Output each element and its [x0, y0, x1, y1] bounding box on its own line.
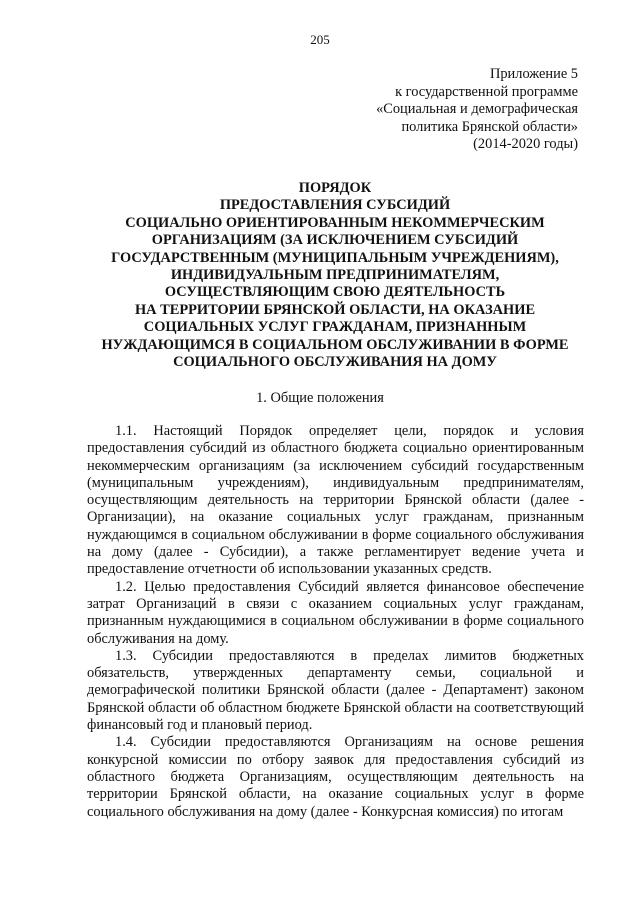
paragraph-1-1: 1.1. Настоящий Порядок определяет цели, порядок и условия предоставления субсидий из областного бюджета социально ориентированным некоммерческим организациям (за исключением субсидий государственным (муниципальным учреждениям), индивидуальным предпринимателям, осуществляющим деятельность на территории Брянской области (далее - Организации), на оказание социальных услуг гражданам, признанным нуждающимся в социальном обслуживании в форме социального обслуживания на дому (далее - Субсидии), а также регламентирует ведение учета и предоставление отчетности об использовании указанных средств.	[87, 423, 584, 578]
document-title	[70, 180, 600, 371]
title-line: ПРЕДОСТАВЛЕНИЯ СУБСИДИЙ	[219, 197, 451, 214]
title-line: ИНДИВИДУАЛЬНЫМ ПРЕДПРИНИМАТЕЛЯМ,	[170, 267, 500, 284]
section-heading: 1. Общие положения	[256, 390, 384, 406]
appendix-line: (2014-2020 годы)	[473, 136, 578, 152]
body-text	[87, 423, 584, 821]
title-line: НА ТЕРРИТОРИИ БРЯНСКОЙ ОБЛАСТИ, НА ОКАЗАНИЕ	[134, 301, 536, 318]
title-line: СОЦИАЛЬНОГО ОБСЛУЖИВАНИЯ НА ДОМУ	[173, 354, 497, 371]
appendix-block	[318, 66, 578, 154]
paragraph-1-3: 1.3. Субсидии предоставляются в пределах лимитов бюджетных обязательств, утвержденных департаменту семьи, социальной и демографической политики Брянской области (далее - Департамент) законом Брянской области об областном бюджете Брянской области на соответствующий финансовый год и плановый период.	[87, 647, 584, 734]
title-line: НУЖДАЮЩИМСЯ В СОЦИАЛЬНОМ ОБСЛУЖИВАНИИ В ФОРМЕ	[101, 336, 569, 353]
appendix-line: «Социальная и демографическая	[376, 101, 578, 117]
page-number: 205	[310, 32, 330, 47]
title-line: ПОРЯДОК	[298, 180, 372, 196]
title-line: СОЦИАЛЬНЫХ УСЛУГ ГРАЖДАНАМ, ПРИЗНАННЫМ	[143, 319, 527, 336]
paragraph-1-4: 1.4. Субсидии предоставляются Организациям на основе решения конкурсной комиссии по отбору заявок для предоставления субсидий из областного бюджета Организациям, осуществляющим деятельность на территории Брянской области, на оказание социальных услуг в форме социального обслуживания на дому (далее - Конкурсная комиссия) по итогам	[87, 734, 584, 820]
title-line: ОСУЩЕСТВЛЯЮЩИМ СВОЮ ДЕЯТЕЛЬНОСТЬ	[164, 284, 506, 301]
title-line: ОРГАНИЗАЦИЯМ (ЗА ИСКЛЮЧЕНИЕМ СУБСИДИЙ	[151, 232, 519, 249]
appendix-line: политика Брянской области»	[401, 118, 578, 135]
title-line: СОЦИАЛЬНО ОРИЕНТИРОВАННЫМ НЕКОММЕРЧЕСКИМ	[125, 214, 545, 231]
appendix-line: Приложение 5	[489, 66, 578, 82]
paragraph-1-2: 1.2. Целью предоставления Субсидий является финансовое обеспечение затрат Организаций в связи с оказанием социальных услуг гражданам, признанным нуждающимися в социальном обслуживании в форме социального обслуживания на дому.	[87, 578, 584, 647]
appendix-line: к государственной программе	[395, 83, 578, 100]
title-line: ГОСУДАРСТВЕННЫМ (МУНИЦИПАЛЬНЫМ УЧРЕЖДЕНИЯМ),	[111, 249, 559, 266]
